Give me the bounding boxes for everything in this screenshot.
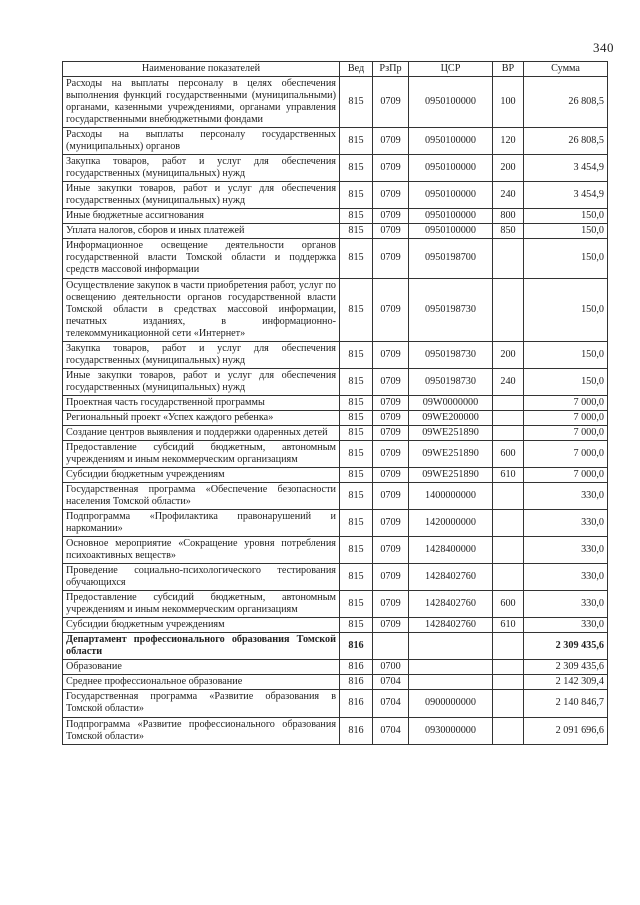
cell-name: Расходы на выплаты персоналу в целях обеспечения выполнения функций государственными (муниципальными) органами, казенными учреждениями, органами управления государственными внебюджетными фондами: [63, 77, 340, 128]
cell-ved: 815: [340, 395, 373, 410]
cell-ved: 815: [340, 410, 373, 425]
cell-csr: 1428402760: [409, 618, 493, 633]
cell-sum: 150,0: [524, 209, 608, 224]
cell-rzpr: [373, 633, 409, 660]
table-row: [63, 77, 608, 128]
cell-csr: 0950198700: [409, 239, 493, 278]
cell-sum: 330,0: [524, 537, 608, 564]
cell-rzpr: 0709: [373, 425, 409, 440]
table-row: [63, 278, 608, 341]
cell-vr: [493, 482, 524, 509]
cell-name: Проектная часть государственной программы: [63, 395, 340, 410]
cell-name: Информационное освещение деятельности органов государственной власти Томской области и поддержка средств массовой информации: [63, 239, 340, 278]
cell-rzpr: 0709: [373, 591, 409, 618]
cell-vr: 600: [493, 591, 524, 618]
cell-ved: 815: [340, 618, 373, 633]
cell-vr: [493, 278, 524, 341]
cell-vr: 610: [493, 618, 524, 633]
cell-sum: 2 091 696,6: [524, 717, 608, 744]
cell-csr: 09W0000000: [409, 395, 493, 410]
cell-ved: 815: [340, 368, 373, 395]
table-row: [63, 482, 608, 509]
cell-sum: 330,0: [524, 482, 608, 509]
cell-rzpr: 0709: [373, 368, 409, 395]
cell-vr: [493, 633, 524, 660]
cell-ved: 816: [340, 660, 373, 675]
cell-rzpr: 0704: [373, 690, 409, 717]
cell-csr: 0950100000: [409, 155, 493, 182]
cell-vr: 850: [493, 224, 524, 239]
cell-rzpr: 0709: [373, 618, 409, 633]
cell-name: Департамент профессионального образования Томской области: [63, 633, 340, 660]
cell-csr: [409, 633, 493, 660]
cell-vr: 240: [493, 368, 524, 395]
cell-csr: 0950100000: [409, 182, 493, 209]
cell-name: Основное мероприятие «Сокращение уровня потребления психоактивных веществ»: [63, 537, 340, 564]
cell-name: Предоставление субсидий бюджетным, автономным учреждениям и иным некоммерческим организациям: [63, 440, 340, 467]
cell-vr: 100: [493, 77, 524, 128]
cell-ved: 815: [340, 278, 373, 341]
cell-name: Региональный проект «Успех каждого ребенка»: [63, 410, 340, 425]
cell-rzpr: 0709: [373, 395, 409, 410]
cell-name: Подпрограмма «Развитие профессионального образования Томской области»: [63, 717, 340, 744]
cell-sum: 7 000,0: [524, 425, 608, 440]
cell-vr: [493, 675, 524, 690]
cell-csr: 09WE251890: [409, 425, 493, 440]
table-row: [63, 537, 608, 564]
page-number: 340: [593, 40, 614, 55]
cell-name: Государственная программа «Обеспечение безопасности населения Томской области»: [63, 482, 340, 509]
cell-csr: 1428400000: [409, 537, 493, 564]
cell-csr: 0900000000: [409, 690, 493, 717]
cell-ved: 815: [340, 128, 373, 155]
cell-csr: 09WE200000: [409, 410, 493, 425]
cell-sum: 2 140 846,7: [524, 690, 608, 717]
cell-csr: [409, 660, 493, 675]
cell-name: Государственная программа «Развитие образования в Томской области»: [63, 690, 340, 717]
cell-csr: 0950100000: [409, 77, 493, 128]
cell-rzpr: 0709: [373, 341, 409, 368]
cell-vr: 200: [493, 341, 524, 368]
table-row: [63, 209, 608, 224]
table-row: [63, 155, 608, 182]
cell-vr: [493, 425, 524, 440]
cell-sum: 26 808,5: [524, 128, 608, 155]
cell-name: Осуществление закупок в части приобретения работ, услуг по освещению деятельности органов государственной власти Томской области в средствах массовой информации, печатных изданиях, в информационно-телекоммуникационной сети «Интернет»: [63, 278, 340, 341]
cell-rzpr: 0709: [373, 128, 409, 155]
cell-ved: 815: [340, 182, 373, 209]
cell-ved: 815: [340, 467, 373, 482]
cell-sum: 150,0: [524, 341, 608, 368]
cell-csr: 0950100000: [409, 224, 493, 239]
cell-ved: 815: [340, 224, 373, 239]
cell-rzpr: 0709: [373, 182, 409, 209]
cell-sum: 7 000,0: [524, 410, 608, 425]
cell-ved: 815: [340, 239, 373, 278]
cell-vr: 120: [493, 128, 524, 155]
table-row: [63, 128, 608, 155]
header-sum: Сумма: [524, 62, 608, 77]
cell-name: Образование: [63, 660, 340, 675]
table-row: [63, 660, 608, 675]
cell-csr: 1420000000: [409, 510, 493, 537]
cell-vr: [493, 717, 524, 744]
table-row: [63, 633, 608, 660]
header-vr: ВР: [493, 62, 524, 77]
cell-name: Иные закупки товаров, работ и услуг для обеспечения государственных (муниципальных) нужд: [63, 182, 340, 209]
table-row: [63, 440, 608, 467]
table-row: [63, 341, 608, 368]
table-row: [63, 425, 608, 440]
table-header-row: [63, 62, 608, 77]
table-row: [63, 690, 608, 717]
cell-ved: 815: [340, 440, 373, 467]
header-rzpr: РзПр: [373, 62, 409, 77]
cell-vr: [493, 510, 524, 537]
table-row: [63, 564, 608, 591]
table-body: [63, 77, 608, 745]
table-row: [63, 239, 608, 278]
cell-csr: [409, 675, 493, 690]
cell-vr: [493, 395, 524, 410]
cell-sum: 150,0: [524, 278, 608, 341]
table-row: [63, 410, 608, 425]
cell-sum: 3 454,9: [524, 182, 608, 209]
cell-name: Закупка товаров, работ и услуг для обеспечения государственных (муниципальных) нужд: [63, 341, 340, 368]
cell-rzpr: 0709: [373, 77, 409, 128]
table-row: [63, 395, 608, 410]
table-row: [63, 467, 608, 482]
cell-name: Расходы на выплаты персоналу государственных (муниципальных) органов: [63, 128, 340, 155]
cell-name: Проведение социально-психологического тестирования обучающихся: [63, 564, 340, 591]
cell-rzpr: 0709: [373, 482, 409, 509]
table-row: [63, 182, 608, 209]
cell-vr: [493, 537, 524, 564]
cell-vr: 200: [493, 155, 524, 182]
cell-rzpr: 0709: [373, 537, 409, 564]
cell-rzpr: 0709: [373, 209, 409, 224]
cell-ved: 815: [340, 591, 373, 618]
cell-vr: [493, 239, 524, 278]
cell-csr: 1428402760: [409, 591, 493, 618]
cell-sum: 7 000,0: [524, 467, 608, 482]
cell-name: Подпрограмма «Профилактика правонарушений и наркомании»: [63, 510, 340, 537]
cell-sum: 3 454,9: [524, 155, 608, 182]
cell-ved: 815: [340, 209, 373, 224]
cell-vr: 240: [493, 182, 524, 209]
cell-csr: 0950198730: [409, 368, 493, 395]
cell-csr: 0950100000: [409, 128, 493, 155]
cell-rzpr: 0709: [373, 440, 409, 467]
table-row: [63, 675, 608, 690]
cell-name: Предоставление субсидий бюджетным, автономным учреждениям и иным некоммерческим организациям: [63, 591, 340, 618]
cell-rzpr: 0704: [373, 717, 409, 744]
cell-rzpr: 0709: [373, 467, 409, 482]
cell-ved: 815: [340, 564, 373, 591]
cell-rzpr: 0709: [373, 155, 409, 182]
cell-rzpr: 0709: [373, 239, 409, 278]
cell-rzpr: 0704: [373, 675, 409, 690]
cell-sum: 150,0: [524, 368, 608, 395]
cell-csr: 1428402760: [409, 564, 493, 591]
cell-vr: [493, 660, 524, 675]
cell-ved: 816: [340, 717, 373, 744]
cell-sum: 2 142 309,4: [524, 675, 608, 690]
cell-sum: 26 808,5: [524, 77, 608, 128]
cell-ved: 816: [340, 690, 373, 717]
cell-vr: [493, 564, 524, 591]
header-ved: Вед: [340, 62, 373, 77]
cell-ved: 815: [340, 341, 373, 368]
cell-sum: 7 000,0: [524, 395, 608, 410]
cell-rzpr: 0709: [373, 410, 409, 425]
cell-ved: 815: [340, 425, 373, 440]
cell-sum: 2 309 435,6: [524, 660, 608, 675]
cell-vr: 800: [493, 209, 524, 224]
cell-csr: 1400000000: [409, 482, 493, 509]
table-row: [63, 618, 608, 633]
budget-table: [62, 61, 608, 745]
cell-name: Субсидии бюджетным учреждениям: [63, 618, 340, 633]
cell-sum: 330,0: [524, 618, 608, 633]
cell-name: Иные закупки товаров, работ и услуг для обеспечения государственных (муниципальных) нужд: [63, 368, 340, 395]
cell-sum: 7 000,0: [524, 440, 608, 467]
cell-name: Иные бюджетные ассигнования: [63, 209, 340, 224]
cell-vr: 600: [493, 440, 524, 467]
cell-ved: 815: [340, 155, 373, 182]
cell-sum: 330,0: [524, 591, 608, 618]
cell-ved: 816: [340, 675, 373, 690]
header-name: Наименование показателей: [63, 62, 340, 77]
cell-rzpr: 0709: [373, 510, 409, 537]
cell-sum: 330,0: [524, 510, 608, 537]
cell-rzpr: 0709: [373, 224, 409, 239]
header-csr: ЦСР: [409, 62, 493, 77]
cell-sum: 150,0: [524, 224, 608, 239]
table-row: [63, 717, 608, 744]
cell-name: Создание центров выявления и поддержки одаренных детей: [63, 425, 340, 440]
cell-ved: 815: [340, 77, 373, 128]
table-row: [63, 591, 608, 618]
table-row: [63, 224, 608, 239]
cell-ved: 816: [340, 633, 373, 660]
cell-sum: 150,0: [524, 239, 608, 278]
cell-name: Уплата налогов, сборов и иных платежей: [63, 224, 340, 239]
cell-csr: 0950198730: [409, 278, 493, 341]
cell-vr: 610: [493, 467, 524, 482]
table-row: [63, 368, 608, 395]
cell-name: Закупка товаров, работ и услуг для обеспечения государственных (муниципальных) нужд: [63, 155, 340, 182]
cell-csr: 0950198730: [409, 341, 493, 368]
cell-vr: [493, 690, 524, 717]
cell-vr: [493, 410, 524, 425]
cell-ved: 815: [340, 482, 373, 509]
cell-name: Среднее профессиональное образование: [63, 675, 340, 690]
cell-name: Субсидии бюджетным учреждениям: [63, 467, 340, 482]
cell-csr: 09WE251890: [409, 440, 493, 467]
cell-ved: 815: [340, 510, 373, 537]
table-row: [63, 510, 608, 537]
cell-rzpr: 0709: [373, 278, 409, 341]
cell-rzpr: 0700: [373, 660, 409, 675]
cell-sum: 2 309 435,6: [524, 633, 608, 660]
cell-csr: 0950100000: [409, 209, 493, 224]
cell-sum: 330,0: [524, 564, 608, 591]
cell-ved: 815: [340, 537, 373, 564]
cell-csr: 0930000000: [409, 717, 493, 744]
cell-csr: 09WE251890: [409, 467, 493, 482]
cell-rzpr: 0709: [373, 564, 409, 591]
